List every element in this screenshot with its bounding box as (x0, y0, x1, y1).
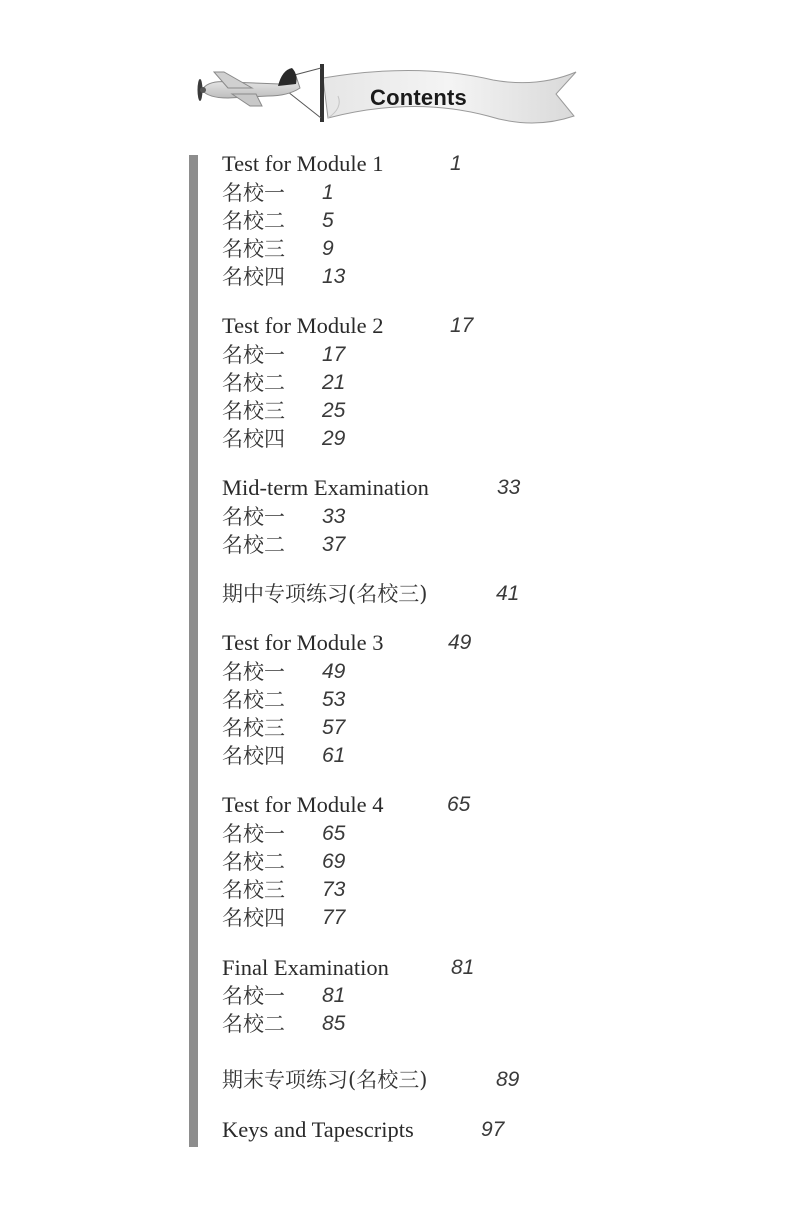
toc-entry-final-practice[interactable] (222, 1066, 520, 1094)
toc-entry-page: 13 (322, 265, 346, 288)
toc-subentry[interactable] (222, 397, 346, 425)
toc-entry-page: 73 (322, 878, 346, 901)
toc-entry-page: 85 (322, 1012, 346, 1035)
toc-entry-label: 名校三 (222, 878, 285, 902)
toc-entry-label: 名校二 (222, 1012, 285, 1036)
toc-entry-keys[interactable] (222, 1116, 505, 1144)
toc-side-bar (189, 155, 198, 1147)
toc-entry-page: 29 (322, 427, 346, 450)
toc-subentry[interactable] (222, 982, 346, 1010)
toc-subentry[interactable] (222, 1010, 346, 1038)
toc-entry-page: 77 (322, 906, 346, 929)
toc-entry-label: 名校三 (222, 716, 285, 740)
toc-subentry[interactable] (222, 179, 334, 207)
toc-subentry[interactable] (222, 369, 346, 397)
toc-entry-label: 期末专项练习(名校三) (222, 1068, 428, 1092)
toc-entry-page: 21 (322, 371, 346, 394)
contents-header (188, 58, 588, 128)
toc-entry-module-4[interactable] (222, 791, 471, 819)
toc-entry-page: 89 (496, 1068, 520, 1091)
toc-entry-label: 名校三 (222, 237, 285, 261)
toc-entry-module-1[interactable] (222, 150, 462, 178)
toc-entry-page: 49 (448, 631, 472, 654)
toc-entry-page: 81 (451, 956, 475, 979)
toc-entry-label: 期中专项练习(名校三) (222, 582, 428, 606)
toc-entry-page: 17 (322, 343, 346, 366)
toc-subentry[interactable] (222, 263, 346, 291)
toc-entry-page: 81 (322, 984, 346, 1007)
toc-subentry[interactable] (222, 207, 334, 235)
toc-subentry[interactable] (222, 904, 346, 932)
toc-entry-page: 53 (322, 688, 346, 711)
toc-entry-page: 97 (481, 1118, 505, 1141)
toc-subentry[interactable] (222, 503, 346, 531)
toc-entry-label: 名校二 (222, 533, 285, 557)
toc-entry-final[interactable] (222, 954, 475, 982)
toc-subentry[interactable] (222, 531, 346, 559)
toc-entry-page: 25 (322, 399, 346, 422)
toc-entry-label: Test for Module 3 (222, 630, 384, 655)
toc-entry-label: 名校四 (222, 744, 285, 768)
toc-subentry[interactable] (222, 341, 346, 369)
toc-entry-label: 名校一 (222, 822, 285, 846)
toc-entry-label: 名校二 (222, 209, 285, 233)
toc-entry-label: Test for Module 2 (222, 313, 384, 338)
toc-entry-label: 名校二 (222, 850, 285, 874)
toc-entry-page: 5 (322, 209, 334, 232)
toc-entry-label: 名校一 (222, 181, 285, 205)
toc-entry-label: 名校四 (222, 427, 285, 451)
toc-entry-label: 名校三 (222, 399, 285, 423)
toc-subentry[interactable] (222, 848, 346, 876)
toc-entry-page: 65 (447, 793, 471, 816)
toc-entry-module-3[interactable] (222, 629, 472, 657)
toc-entry-label: 名校一 (222, 660, 285, 684)
contents-title: Contents (370, 85, 467, 110)
toc-entry-label: Mid-term Examination (222, 475, 429, 500)
toc-subentry[interactable] (222, 714, 346, 742)
toc-entry-module-2[interactable] (222, 312, 474, 340)
toc-entry-label: 名校四 (222, 265, 285, 289)
toc-entry-label: 名校二 (222, 688, 285, 712)
toc-entry-label: 名校一 (222, 505, 285, 529)
toc-entry-page: 1 (450, 152, 462, 175)
toc-entry-label: 名校一 (222, 984, 285, 1008)
toc-entry-page: 33 (497, 476, 521, 499)
toc-entry-page: 37 (322, 533, 346, 556)
toc-subentry[interactable] (222, 658, 346, 686)
toc-entry-page: 41 (496, 582, 520, 605)
toc-subentry[interactable] (222, 742, 346, 770)
toc-entry-page: 57 (322, 716, 346, 739)
toc-subentry[interactable] (222, 820, 346, 848)
toc-subentry[interactable] (222, 235, 334, 263)
toc-subentry[interactable] (222, 686, 346, 714)
toc-entry-page: 17 (450, 314, 474, 337)
toc-entry-label: Final Examination (222, 955, 389, 980)
toc-entry-page: 69 (322, 850, 346, 873)
toc-entry-label: 名校二 (222, 371, 285, 395)
toc-entry-label: Keys and Tapescripts (222, 1117, 414, 1142)
toc-entry-label: Test for Module 1 (222, 151, 384, 176)
toc-entry-label: 名校四 (222, 906, 285, 930)
toc-entry-page: 9 (322, 237, 334, 260)
toc-entry-mid-term[interactable] (222, 474, 521, 502)
toc-subentry[interactable] (222, 425, 346, 453)
toc-entry-page: 49 (322, 660, 346, 683)
toc-entry-midterm-practice[interactable] (222, 580, 520, 608)
toc-entry-label: Test for Module 4 (222, 792, 384, 817)
toc-entry-page: 65 (322, 822, 346, 845)
toc-subentry[interactable] (222, 876, 346, 904)
toc-entry-page: 61 (322, 744, 346, 767)
toc-entry-label: 名校一 (222, 343, 285, 367)
toc-entry-page: 1 (322, 181, 334, 204)
toc-entry-page: 33 (322, 505, 346, 528)
